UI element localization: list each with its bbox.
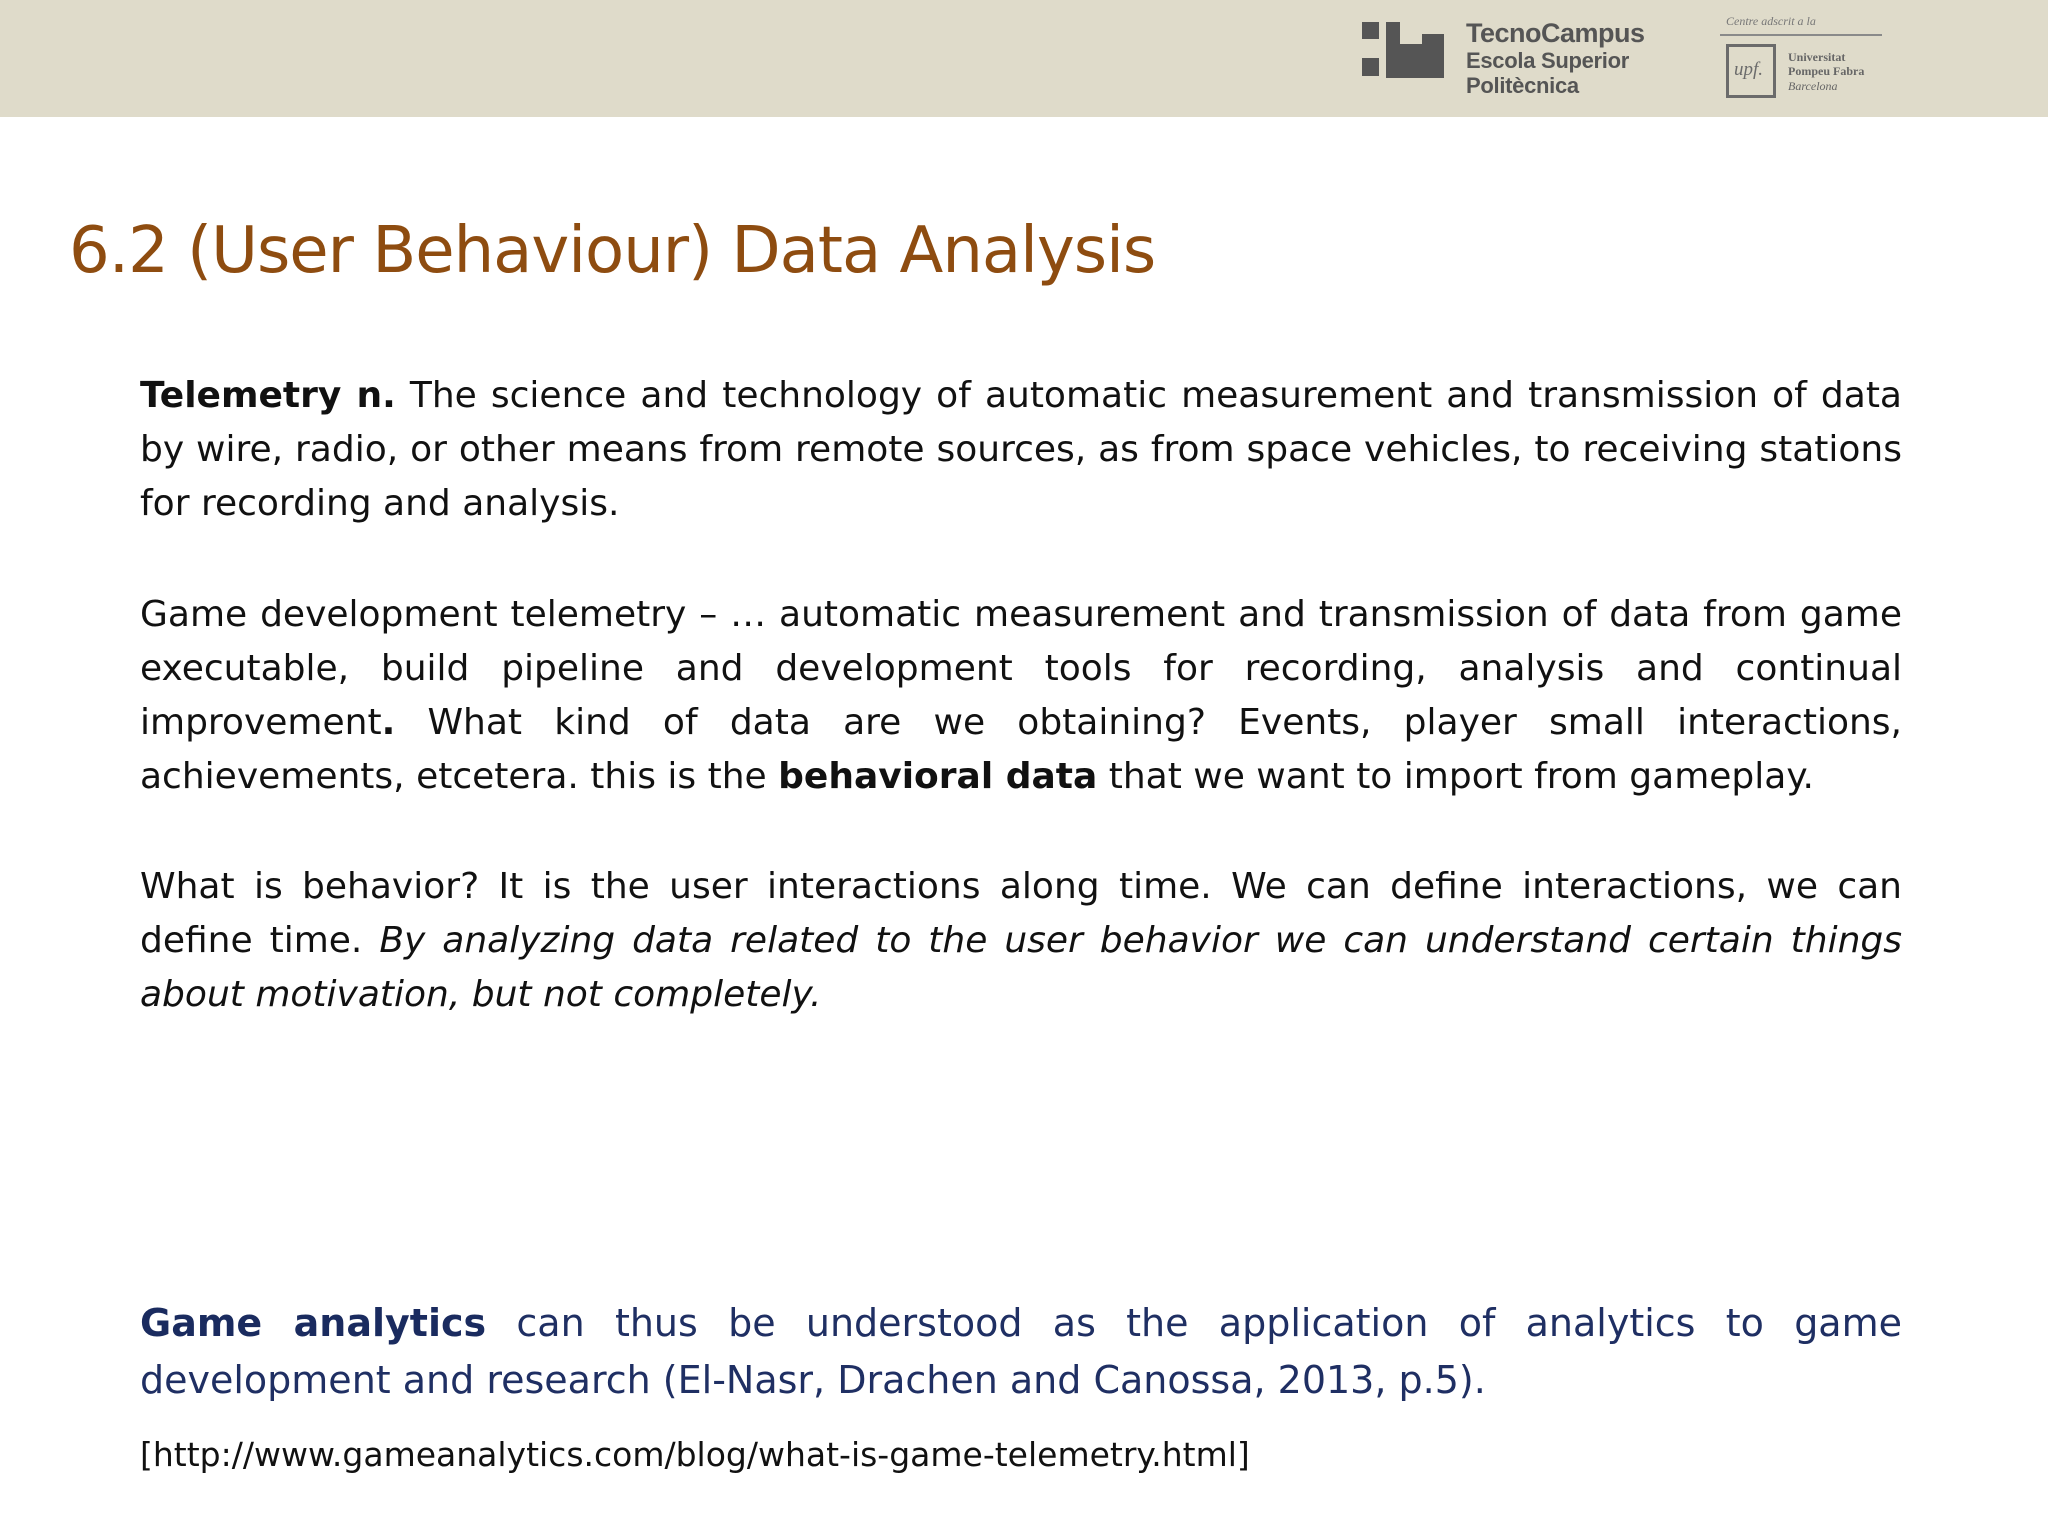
game-telemetry-bold-period: . xyxy=(381,702,396,743)
behavioral-data-term: behavioral data xyxy=(778,756,1098,797)
upf-name-line3: Barcelona xyxy=(1788,78,1838,93)
telemetry-term-period: . xyxy=(382,375,396,416)
tecnocampus-mark-icon xyxy=(1362,22,1444,78)
source-link[interactable]: [http://www.gameanalytics.com/blog/what-is-game-telemetry.html] xyxy=(140,1435,1250,1474)
upf-university-name xyxy=(1788,50,1864,93)
game-analytics-text: can thus be understood as the application of analytics to game development and research (El-Nasr, Drachen and Canossa, 2013, p.5). xyxy=(140,1301,1902,1402)
tecnocampus-logo xyxy=(1362,20,1672,104)
slide-title: 6.2 (User Behaviour) Data Analysis xyxy=(69,214,1156,288)
game-telemetry-text3: that we want to import from gameplay. xyxy=(1097,756,1814,797)
upf-caption: Centre adscrit a la xyxy=(1726,14,1816,28)
telemetry-definition-text: The science and technology of automatic measurement and transmission of data by wire, radio, or other means from remote sources, as from space vehicles, to receiving stations for recording and analysis. xyxy=(140,375,1902,524)
tecnocampus-wordmark xyxy=(1466,20,1645,97)
upf-name-line1: Universitat xyxy=(1788,50,1846,64)
game-telemetry-text1: Game development telemetry – … automatic measurement and transmission of data from game executable, build pipeline and development tools for recording, analysis and continual improvement xyxy=(140,594,1902,743)
upf-abbreviation: upf. xyxy=(1734,59,1764,80)
game-telemetry-text2: What kind of data are we obtaining? Events, player small interactions, achievements, etcetera. this is the xyxy=(140,702,1902,797)
game-analytics-term: Game analytics xyxy=(140,1301,487,1345)
upf-logo-box xyxy=(1726,44,1776,98)
behavior-text: What is behavior? It is the user interactions along time. We can define interactions, we can define time. xyxy=(140,866,1902,961)
header-band xyxy=(0,0,2048,117)
tecnocampus-name: TecnoCampus xyxy=(1466,18,1645,48)
game-analytics-paragraph xyxy=(140,1295,1902,1409)
upf-name-line2: Pompeu Fabra xyxy=(1788,64,1865,79)
telemetry-definition xyxy=(140,369,1902,531)
behavior-paragraph xyxy=(140,860,1902,1022)
telemetry-term: Telemetry n xyxy=(140,375,383,416)
tecnocampus-school-type: Politècnica xyxy=(1466,73,1579,98)
upf-logo xyxy=(1720,14,1882,104)
game-telemetry-paragraph xyxy=(140,588,1902,804)
upf-divider xyxy=(1720,34,1882,36)
tecnocampus-school: Escola Superior xyxy=(1466,48,1630,73)
behavior-italic-text: By analyzing data related to the user behavior we can understand certain things about motivation, but not completely. xyxy=(140,920,1902,1015)
